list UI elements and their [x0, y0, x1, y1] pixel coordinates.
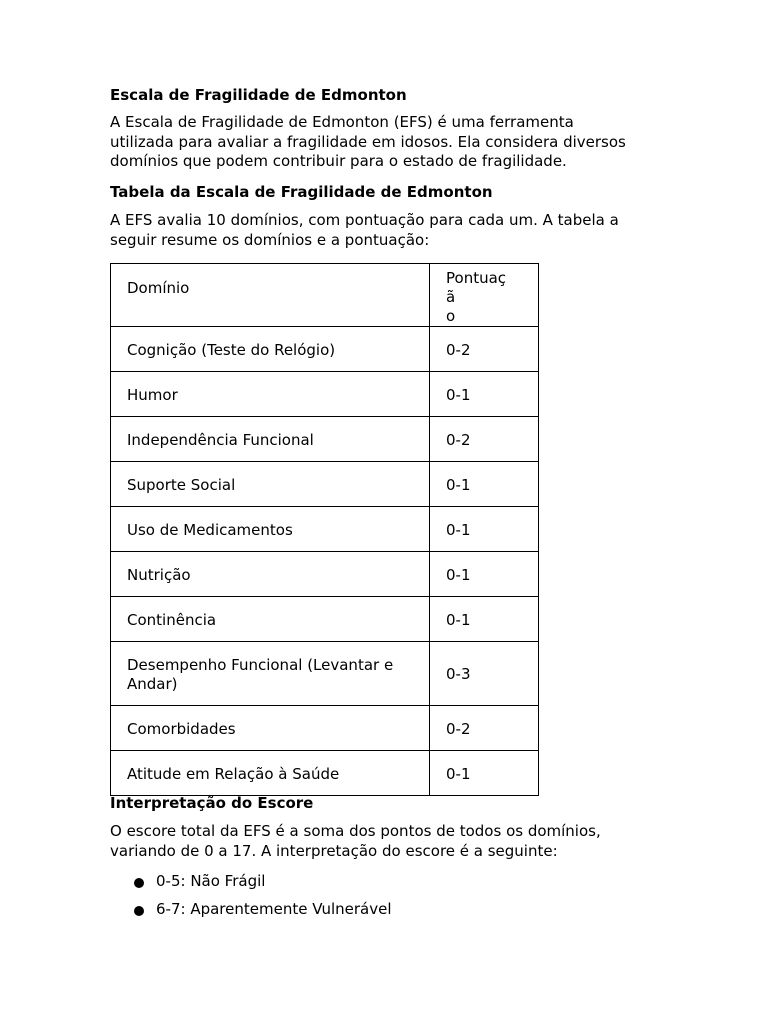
table-row [111, 642, 539, 706]
table-intro-line: seguir resume os domínios e a pontuação: [110, 230, 430, 249]
list-item [110, 898, 392, 926]
interpretation-line: O escore total da EFS é a soma dos pontos de todos os domínios, [110, 822, 601, 840]
table-row [111, 507, 539, 552]
domain-cell: Humor [111, 372, 430, 417]
list-item-text: 6-7: Aparentemente Vulnerável [156, 900, 392, 918]
table-heading: Tabela da Escala de Fragilidade de Edmonton [110, 183, 493, 201]
list-item-text: 0-5: Não Frágil [156, 872, 266, 890]
domain-cell: Desempenho Funcional (Levantar e Andar) [111, 642, 430, 706]
interpretation-line: variando de 0 a 17. A interpretação do escore é a seguinte: [110, 841, 558, 860]
interpretation-paragraph [110, 822, 650, 861]
domain-cell: Atitude em Relação à Saúde [111, 751, 430, 796]
score-cell: 0-1 [430, 372, 539, 417]
table-row [111, 327, 539, 372]
table-intro-paragraph [110, 211, 650, 250]
intro-line: A Escala de Fragilidade de Edmonton (EFS) é uma ferramenta [110, 113, 574, 131]
score-cell: 0-2 [430, 327, 539, 372]
intro-line: utilizada para avaliar a fragilidade em idosos. Ela considera diversos [110, 132, 626, 151]
header-cell-score: Pontuaç ã o [430, 264, 539, 327]
score-cell: 0-1 [430, 507, 539, 552]
score-cell: 0-1 [430, 597, 539, 642]
table-intro-line: A EFS avalia 10 domínios, com pontuação para cada um. A tabela a [110, 211, 619, 229]
score-cell: 0-2 [430, 706, 539, 751]
table-row [111, 706, 539, 751]
efs-table [110, 263, 539, 796]
table-row [111, 462, 539, 507]
domain-cell: Continência [111, 597, 430, 642]
score-cell: 0-2 [430, 417, 539, 462]
interpretation-heading: Interpretação do Escore [110, 794, 314, 812]
interpretation-list [110, 870, 392, 926]
domain-cell: Suporte Social [111, 462, 430, 507]
table-row [111, 597, 539, 642]
intro-line: domínios que podem contribuir para o estado de fragilidade. [110, 152, 567, 170]
table-header-row [111, 264, 539, 327]
score-cell: 0-1 [430, 552, 539, 597]
table-row [111, 751, 539, 796]
table-row [111, 417, 539, 462]
domain-cell: Independência Funcional [111, 417, 430, 462]
domain-cell: Comorbidades [111, 706, 430, 751]
bullet-icon [134, 878, 144, 888]
bullet-icon [134, 906, 144, 916]
table-row [111, 552, 539, 597]
domain-cell: Nutrição [111, 552, 430, 597]
intro-paragraph [110, 113, 650, 172]
domain-cell: Uso de Medicamentos [111, 507, 430, 552]
score-cell: 0-3 [430, 642, 539, 706]
header-cell-domain: Domínio [111, 264, 430, 327]
score-cell: 0-1 [430, 462, 539, 507]
table-row [111, 372, 539, 417]
document-title: Escala de Fragilidade de Edmonton [110, 86, 407, 104]
list-item [110, 870, 392, 898]
score-cell: 0-1 [430, 751, 539, 796]
domain-cell: Cognição (Teste do Relógio) [111, 327, 430, 372]
